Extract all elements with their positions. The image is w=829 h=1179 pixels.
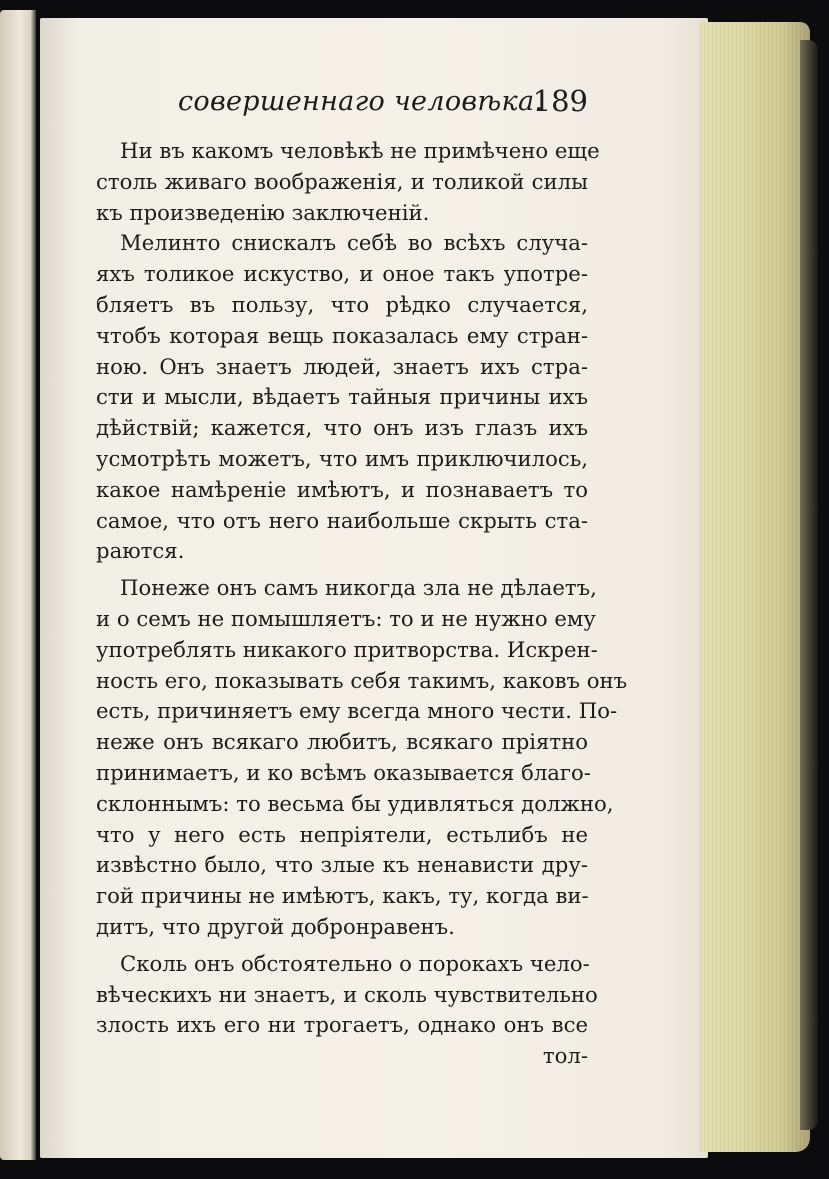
text-line: употреблять никакого притворства. Искрен- [96, 636, 598, 662]
text-line: есть, причиняетъ ему всегда много чести. По- [96, 698, 618, 724]
text-line: злость ихъ его ни трогаетъ, однако онъ все [96, 1012, 588, 1038]
text-line: что у него есть непріятели, естьлибъ не [96, 821, 588, 847]
text-line: самое, что отъ него наибольше скрыть ста- [96, 507, 588, 533]
text-line: Ни въ какомъ человѣкѣ не примѣчено еще [120, 138, 600, 163]
text-line: ность его, показывать себя такимъ, каковъ онъ [96, 667, 628, 693]
text-line: принимаетъ, и ко всѣмъ оказывается благо- [96, 759, 591, 785]
text-line: вѣческихъ ни знаетъ, и сколь чувствительно [96, 981, 598, 1007]
book-cover-edge [800, 40, 818, 1130]
text-line: Мелинто снискалъ себѣ во всѣхъ случа- [120, 230, 588, 256]
text-line: Сколь онъ обстоятельно о порокахъ чело- [120, 950, 590, 976]
text-line: и о семъ не помышляетъ: то и не нужно ему [96, 605, 596, 631]
text-line: яхъ толикое искуство, и оное такъ употре- [96, 261, 588, 287]
text-line: усмотрѣть можетъ, что имъ приключилось, [96, 445, 588, 471]
text-line: столь живаго воображенія, и толикой силы [96, 168, 588, 194]
text-line: извѣстно было, что злые къ ненависти дру- [96, 852, 588, 878]
text-line: какое намѣреніе имѣютъ, и познаваетъ то [96, 476, 588, 502]
left-page-edge [0, 10, 36, 1160]
text-line: Понеже онъ самъ никогда зла не дѣлаетъ, [120, 575, 597, 601]
text-line: бляетъ въ пользу, что рѣдко случается, [96, 291, 588, 317]
body-text [96, 136, 628, 1072]
text-line: сти и мысли, вѣдаетъ тайныя причины ихъ [96, 384, 588, 410]
text-line: гой причины не имѣютъ, какъ, ту, когда ви- [96, 883, 589, 909]
catchword: тол- [542, 1043, 588, 1069]
page-number: 189 [532, 84, 588, 118]
text-line: ною. Онъ знаетъ людей, знаетъ ихъ стра- [96, 353, 588, 379]
text-line: склоннымъ: то весьма бы удивляться должно, [96, 790, 614, 816]
text-line: дѣйствій; кажется, что онъ изъ глазъ ихъ [96, 415, 588, 441]
text-line: къ произведенію заключеній. [96, 199, 430, 225]
text-line: дитъ, что другой добронравенъ. [96, 913, 455, 939]
text-line: раются. [96, 538, 185, 564]
page-stack-edge [700, 22, 810, 1152]
running-head [108, 80, 588, 126]
running-title: совершеннаго человѣка. [178, 86, 544, 117]
text-line: чтобъ которая вещь показалась ему стран- [96, 322, 588, 348]
text-line: неже онъ всякаго любитъ, всякаго пріятно [96, 729, 588, 755]
